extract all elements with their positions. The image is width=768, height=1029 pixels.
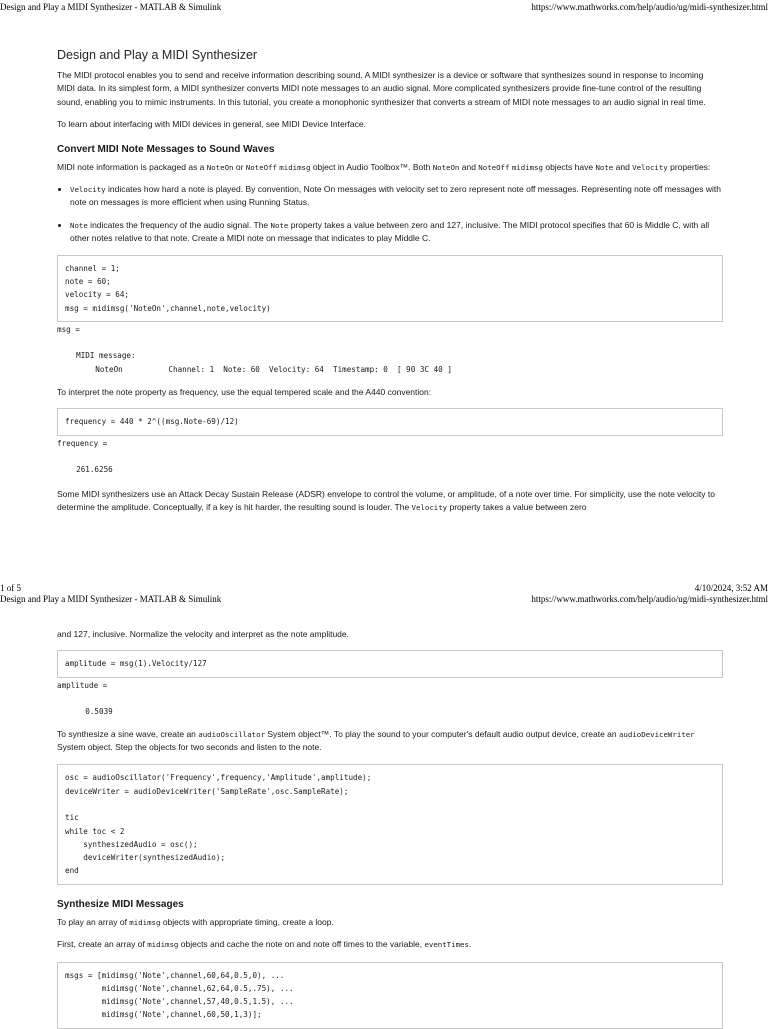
page2-content <box>57 628 723 1029</box>
frequency-intro-paragraph: To interpret the note property as frequency, use the equal tempered scale and the A440 convention: <box>57 387 432 398</box>
code-output-amplitude: amplitude = 0.5039 <box>57 680 113 717</box>
code-block-frequency[interactable]: frequency = 440 * 2^((msg.Note-69)/12) <box>57 408 723 435</box>
normalize-paragraph: and 127, inclusive. Normalize the velocity and interpret as the note amplitude. <box>57 629 349 639</box>
page2-header <box>0 593 768 605</box>
page1-content <box>57 48 723 514</box>
learn-more-paragraph: To learn about interfacing with MIDI devices in general, see MIDI Device Interface. <box>57 119 367 130</box>
print-date: 4/10/2024, 3:52 AM <box>694 583 768 593</box>
page-number: 1 of 5 <box>0 583 21 593</box>
property-list <box>57 183 723 246</box>
code-output-frequency: frequency = 261.6256 <box>57 438 113 475</box>
section-heading-synthesize: Synthesize MIDI Messages <box>57 898 184 910</box>
oscillator-paragraph: To synthesize a sine wave, create an audioOscillator System object™. To play the sound to your computer's default audio output device, create an audioDeviceWriter System object. Step the objects for two seconds and listen to the note. <box>57 728 695 752</box>
midi-device-interface-link[interactable]: MIDI Device Interface <box>281 119 364 130</box>
intro-paragraph: The MIDI protocol enables you to send and receive information describing sound. A MIDI synthesizer is a device or software that synthesizes sound in response to incoming MIDI data. In its simplest form, a MIDI synthesizer converts MIDI note messages to an audio signal. More complicated synthesizers provide fine-tune control of the resulting sound, enabling you to mimic instruments. In this tutorial, you create a monophonic synthesizer that converts a stream of MIDI note messages to an audio signal in real time. <box>57 70 706 107</box>
page-header-title: Design and Play a MIDI Synthesizer - MATLAB & Simulink <box>0 594 222 604</box>
page-header-url[interactable]: https://www.mathworks.com/help/audio/ug/midi-synthesizer.html <box>531 2 768 12</box>
code-block-create-message[interactable]: channel = 1; note = 60; velocity = 64; msg = midimsg('NoteOn',channel,note,velocity) <box>57 255 723 322</box>
section-heading-convert: Convert MIDI Note Messages to Sound Waves <box>57 143 275 155</box>
midi-note-info-paragraph: MIDI note information is packaged as a NoteOn or NoteOff midimsg object in Audio Toolbox™. Both NoteOn and NoteOff midimsg objects have Note and Velocity properties: <box>57 161 711 172</box>
page-header-title: Design and Play a MIDI Synthesizer - MATLAB & Simulink <box>0 2 222 12</box>
page-title: Design and Play a MIDI Synthesizer <box>57 48 258 62</box>
code-block-amplitude[interactable]: amplitude = msg(1).Velocity/127 <box>57 650 723 677</box>
page1-header <box>0 1 768 13</box>
code-block-msgs[interactable]: msgs = [midimsg('Note',channel,60,64,0.5,0), ... midimsg('Note',channel,62,64,0.5,.75), ... midimsg('Note',channel,57,40,0.5,1.5), ... midimsg('Note',channel,60,50,1,3)]; <box>57 962 723 1029</box>
loop-paragraph: To play an array of midimsg objects with appropriate timing, create a loop. <box>57 916 334 927</box>
code-block-oscillator[interactable]: osc = audioOscillator('Frequency',frequency,'Amplitude',amplitude); deviceWriter = audioDeviceWriter('SampleRate',osc.SampleRate); tic while toc < 2 synthesizedAudio = osc(); deviceWriter(synthesizedAudio); end <box>57 764 723 884</box>
adsr-paragraph: Some MIDI synthesizers use an Attack Decay Sustain Release (ADSR) envelope to control the volume, or amplitude, of a note over time. For simplicity, use the note velocity to determine the amplitude. Conceptually, if a key is hit harder, the resulting sound is louder. The Velocity property takes a value between zero <box>57 488 715 513</box>
page-header-url[interactable]: https://www.mathworks.com/help/audio/ug/midi-synthesizer.html <box>531 594 768 604</box>
list-item-velocity: • Velocity indicates how hard a note is played. By convention, Note On messages with velocity set to zero represent note off messages. Representing note off messages with note on messages is more efficient when using Running Status. <box>70 183 723 210</box>
code-output-message: msg = MIDI message: NoteOn Channel: 1 Note: 60 Velocity: 64 Timestamp: 0 [ 90 3C 40 ] <box>57 324 452 374</box>
event-times-paragraph: First, create an array of midimsg objects and cache the note on and note off times to the variable, eventTimes. <box>57 939 472 950</box>
list-item-note: • Note indicates the frequency of the audio signal. The Note property takes a value between zero and 127, inclusive. The MIDI protocol specifies that 60 is Middle C, with all other notes relative to that note. Create a MIDI note on message that indicates to play Middle C. <box>70 219 723 246</box>
